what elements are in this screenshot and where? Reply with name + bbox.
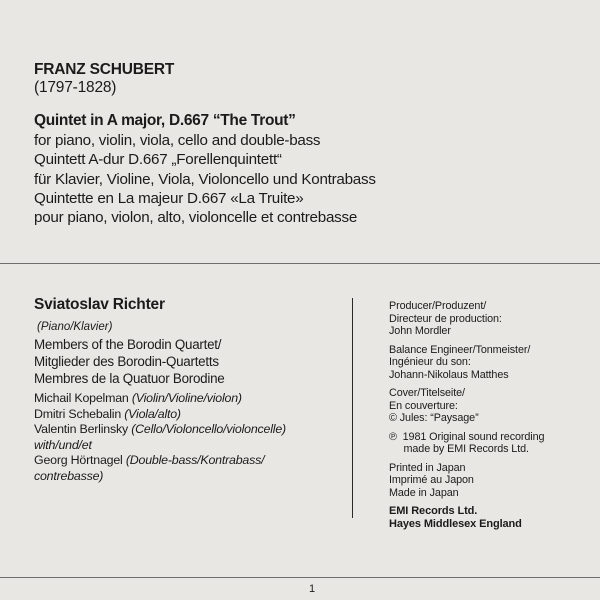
credit-line: Cover/Titelseite/ (389, 387, 465, 399)
credit-line: Hayes Middlesex England (389, 517, 522, 530)
member-name: Dmitri Schebalin (34, 406, 125, 421)
composer-name: FRANZ SCHUBERT (34, 61, 175, 78)
member-list (34, 391, 286, 484)
work-line: für Klavier, Violine, Viola, Violoncello und Kontrabass (34, 170, 376, 188)
credit-line: ℗ 1981 Original sound recording (389, 430, 545, 443)
credit-line: En couverture: (389, 399, 458, 412)
work-line: pour piano, violon, alto, violoncelle et contrebasse (34, 209, 358, 227)
ensemble-line: Membres de la Quatuor Borodine (34, 371, 225, 387)
work-title: Quintet in A major, D.667 “The Trout” (34, 112, 296, 129)
member-item (34, 422, 286, 438)
page-number: 1 (309, 583, 316, 595)
member-instrument: (Cello/Violoncello/violoncelle) (131, 422, 286, 436)
credit-line: Printed in Japan (389, 461, 466, 474)
credit-line: EMI Records Ltd. (389, 505, 478, 517)
member-name: Georg Hörtnagel (34, 453, 126, 467)
member-item (34, 438, 286, 454)
column-divider (352, 298, 353, 518)
work-line: for piano, violin, viola, cello and double-bass (34, 132, 321, 149)
member-instrument: (Viola/alto) (124, 406, 181, 421)
producer-credit (389, 300, 544, 338)
top-divider (0, 263, 600, 264)
member-instrument: with/und/et (34, 437, 92, 452)
label-address (389, 505, 544, 530)
credits-column (389, 300, 544, 536)
pianist-instrument: (Piano/Klavier) (37, 321, 113, 333)
member-item (34, 469, 286, 485)
member-item (34, 453, 286, 469)
credit-line: Johann-Nikolaus Matthes (389, 368, 509, 381)
credit-line: John Mordler (389, 325, 451, 337)
credit-line: Directeur de production: (389, 312, 502, 325)
credit-line: Imprimé au Japon (389, 474, 474, 486)
member-instrument: contrebasse) (34, 468, 104, 483)
composer-dates: (1797-1828) (34, 79, 117, 96)
work-line: Quintett A-dur D.667 „Forellenquintett“ (34, 151, 282, 169)
credit-line: Ingénieur du son: (389, 356, 471, 368)
member-item (34, 391, 286, 407)
work-subtitles (34, 131, 376, 227)
credit-line: Producer/Produzent/ (389, 300, 487, 312)
member-name: Michail Kopelman (34, 391, 132, 405)
phonogram-notice (389, 431, 544, 456)
ensemble-line: Mitglieder des Borodin-Quartetts (34, 354, 219, 370)
member-instrument: (Violin/Violine/violon) (131, 391, 242, 405)
credit-line: made by EMI Records Ltd. (389, 443, 529, 455)
credit-line: © Jules: “Paysage” (389, 412, 479, 424)
member-instrument: (Double-bass/Kontrabass/ (125, 453, 265, 467)
member-name: Valentin Berlinsky (34, 422, 132, 436)
work-line: Quintette en La majeur D.667 «La Truite» (34, 189, 304, 207)
engineer-credit (389, 344, 544, 382)
cover-credit (389, 387, 544, 425)
member-item (34, 407, 286, 423)
ensemble-line: Members of the Borodin Quartet/ (34, 337, 222, 352)
ensemble-name (34, 336, 225, 388)
pianist-name: Sviatoslav Richter (34, 296, 165, 313)
bottom-divider (0, 577, 600, 578)
credit-line: Balance Engineer/Tonmeister/ (389, 343, 531, 356)
printed-in-notice (389, 462, 544, 500)
credit-line: Made in Japan (389, 486, 459, 499)
